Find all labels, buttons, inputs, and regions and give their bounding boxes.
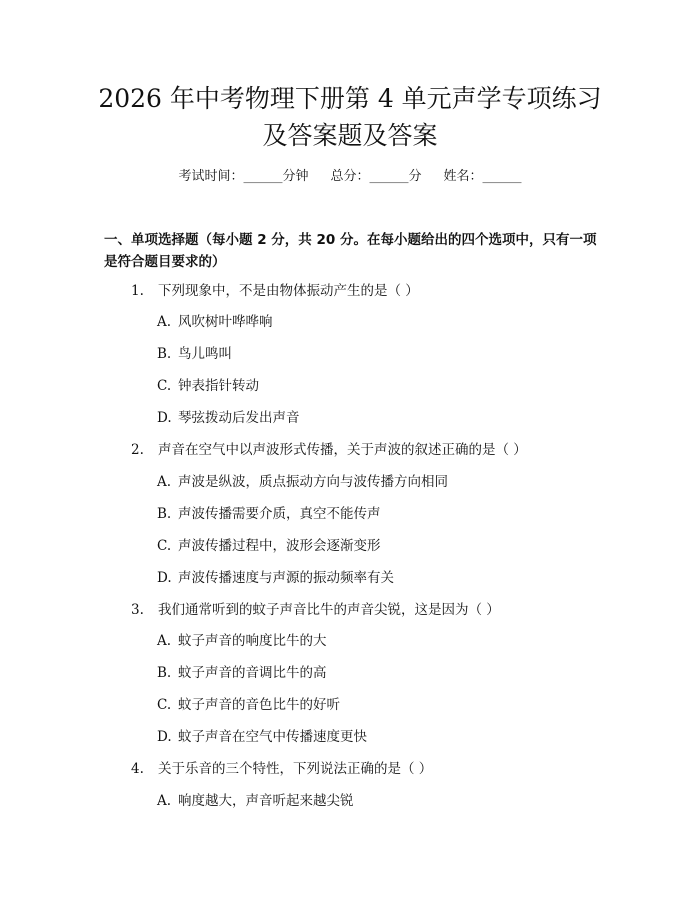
- question-2-option-a: [157, 473, 597, 491]
- question-text: 下列现象中，不是由物体振动产生的是（ ）: [158, 283, 419, 299]
- option-letter: D.: [157, 570, 172, 586]
- option-text: 声波传播速度与声源的振动频率有关: [178, 570, 394, 586]
- question-number: 4.: [131, 761, 144, 777]
- option-text: 琴弦拨动后发出声音: [178, 410, 300, 426]
- option-letter: B.: [157, 665, 172, 681]
- question-1-option-c: [157, 377, 597, 395]
- document-title-line-2: 及答案题及答案: [262, 121, 438, 150]
- option-letter: C.: [157, 697, 172, 713]
- option-letter: A.: [157, 474, 172, 490]
- question-number: 3.: [131, 602, 144, 618]
- question-text: 我们通常听到的蚊子声音比牛的声音尖锐，这是因为（ ）: [158, 602, 500, 618]
- total-score-field: 总分：______分: [330, 169, 422, 184]
- question-2: [131, 441, 611, 459]
- question-3-option-b: [157, 664, 597, 682]
- option-letter: C.: [157, 538, 172, 554]
- option-text: 响度越大，声音听起来越尖锐: [178, 793, 354, 809]
- question-3-option-a: [157, 632, 597, 650]
- question-text: 声音在空气中以声波形式传播，关于声波的叙述正确的是（ ）: [158, 442, 527, 458]
- option-text: 蚊子声音在空气中传播速度更快: [178, 729, 367, 745]
- question-4: [131, 760, 611, 778]
- option-text: 声波传播过程中，波形会逐渐变形: [178, 538, 381, 554]
- question-number: 1.: [131, 283, 144, 299]
- question-4-option-a: [157, 792, 597, 810]
- exam-time-field: 考试时间：______分钟: [178, 169, 309, 184]
- section-heading: 一、单项选择题（每小题 2 分，共 20 分。在每小题给出的四个选项中，只有一项是符合题目要求的）: [104, 232, 597, 270]
- option-letter: D.: [157, 410, 172, 426]
- option-letter: D.: [157, 729, 172, 745]
- question-text: 关于乐音的三个特性，下列说法正确的是（ ）: [158, 761, 433, 777]
- question-2-option-c: [157, 537, 597, 555]
- option-text: 蚊子声音的音调比牛的高: [178, 665, 327, 681]
- option-text: 钟表指针转动: [178, 378, 259, 394]
- student-name-field: 姓名：______: [443, 169, 522, 184]
- document-title-line-1: 2026 年中考物理下册第 4 单元声学专项练习: [98, 84, 602, 113]
- option-letter: A.: [157, 314, 172, 330]
- option-text: 声波传播需要介质，真空不能传声: [178, 506, 381, 522]
- option-letter: A.: [157, 793, 172, 809]
- option-text: 鸟儿鸣叫: [178, 346, 232, 362]
- question-1-option-b: [157, 345, 597, 363]
- question-1-option-a: [157, 313, 597, 331]
- question-3-option-c: [157, 696, 597, 714]
- option-text: 蚊子声音的响度比牛的大: [178, 633, 327, 649]
- option-letter: B.: [157, 346, 172, 362]
- option-text: 声波是纵波，质点振动方向与波传播方向相同: [178, 474, 448, 490]
- option-letter: A.: [157, 633, 172, 649]
- question-1-option-d: [157, 409, 597, 427]
- question-2-option-d: [157, 569, 597, 587]
- option-text: 蚊子声音的音色比牛的好听: [178, 697, 340, 713]
- option-letter: B.: [157, 506, 172, 522]
- option-letter: C.: [157, 378, 172, 394]
- question-3-option-d: [157, 728, 597, 746]
- question-1: [131, 282, 611, 300]
- question-2-option-b: [157, 505, 597, 523]
- exam-meta: [0, 168, 700, 186]
- question-3: [131, 601, 611, 619]
- option-text: 风吹树叶哗哗响: [178, 314, 273, 330]
- question-number: 2.: [131, 442, 144, 458]
